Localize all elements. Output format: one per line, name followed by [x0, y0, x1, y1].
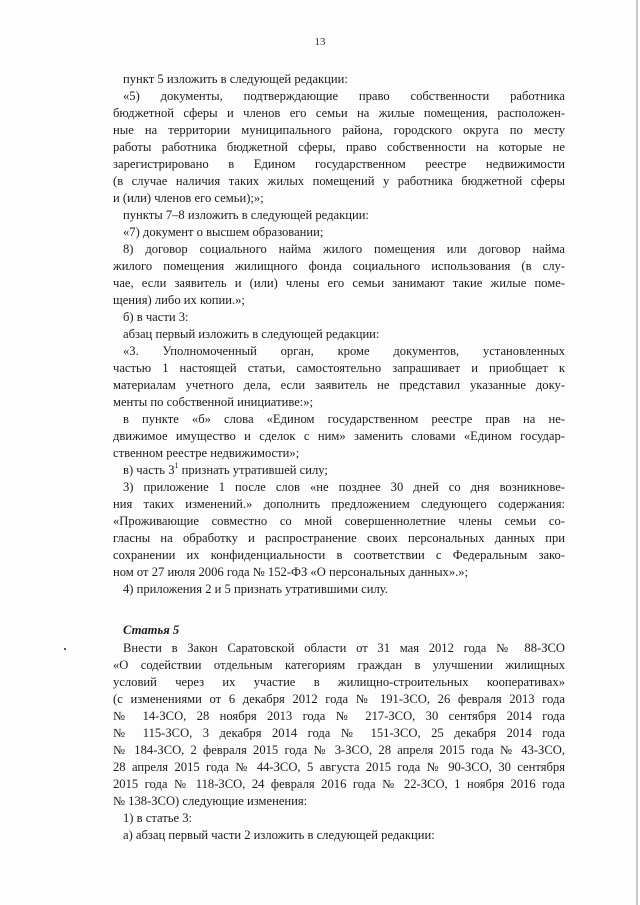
text-line: в пункте «б» слова «Едином государственном реестре прав на не- [123, 412, 565, 426]
text-line: жилого помещения жилищного фонда социального использования (в слу- [113, 259, 565, 273]
text-line: абзац первый изложить в следующей редакции: [123, 327, 380, 341]
text-line: 2015 года № 118-ЗСО, 24 февраля 2016 года № 22-ЗСО, 1 ноября 2016 года [113, 777, 565, 791]
text-line: условий через их участие в жилищно-строительных кооперативах» [113, 675, 565, 689]
text-line: частью 1 настоящей статьи, самостоятельно запрашивает и приобщает к [113, 361, 565, 375]
text-line: «Проживающие совместно со мной совершеннолетние члены семьи со- [113, 514, 565, 528]
text-line: ном от 27 июля 2006 года № 152-ФЗ «О персональных данных».»; [113, 565, 469, 579]
text-line: № 115-ЗСО, 3 декабря 2014 года № 151-ЗСО, 25 декабря 2014 года [113, 726, 565, 740]
text-line [123, 462, 575, 478]
text-line: 28 апреля 2015 года № 44-ЗСО, 5 августа 2015 года № 90-ЗСО, 30 сентября [113, 760, 565, 774]
text-line: «О содействии отдельным категориям граждан в улучшении жилищных [113, 658, 565, 672]
text-line: работы работника бюджетной сферы, право собственности на которые не [113, 140, 565, 154]
page-number: 13 [314, 36, 326, 48]
text-line: бюджетной сферы и членов его семьи на жилые помещения, расположен- [113, 106, 565, 120]
superscript: 1 [174, 462, 179, 470]
text-line: зарегистрировано в Едином государственном реестре недвижимости [113, 157, 565, 171]
text-line: щения) либо их копии.»; [113, 293, 245, 307]
scan-speck [64, 648, 66, 650]
text-line: ния таких изменений.» дополнить предложением следующего содержания: [113, 497, 565, 511]
text-line: чае, если заявитель и (или) члены его семьи занимают такие жилые поме- [113, 276, 565, 290]
text-line: «3. Уполномоченный орган, кроме документов, установленных [123, 344, 565, 358]
text-line: № 138-ЗСО) следующие изменения: [113, 794, 308, 808]
text-line: 3) приложение 1 после слов «не позднее 30 дней со дня возникнове- [123, 480, 565, 494]
text-line: движимое имущество и сделок с ним» заменить словами «Едином государ- [113, 429, 565, 443]
text-line: а) абзац первый части 2 изложить в следующей редакции: [123, 828, 435, 842]
text-line: № 184-ЗСО, 2 февраля 2015 года № 3-ЗСО, 28 апреля 2015 года № 43-ЗСО, [113, 743, 565, 757]
text-line: и (или) членов его семьи);»; [113, 191, 264, 205]
text-line: сохранении их конфиденциальности в соответствии с Федеральным зако- [113, 548, 565, 562]
text-line: б) в части 3: [123, 310, 189, 324]
text-line: ственном реестре недвижимости»; [113, 446, 300, 460]
text-line: гласны на обработку и распространение своих персональных данных при [113, 531, 565, 545]
text-line: № 14-ЗСО, 28 ноября 2013 года № 217-ЗСО, 30 сентября 2014 года [113, 709, 565, 723]
text-line: 8) договор социального найма жилого помещения или договор найма [123, 242, 565, 256]
text-line: «5) документы, подтверждающие право собственности работника [123, 89, 565, 103]
text-line: 4) приложения 2 и 5 признать утратившими силу. [123, 582, 388, 596]
page-edge [636, 0, 638, 905]
text-span: признать утратившей силу; [178, 463, 328, 477]
text-line: пункты 7–8 изложить в следующей редакции: [123, 208, 369, 222]
text-line: ные на территории муниципального района, городского округа по месту [113, 123, 565, 137]
text-line: менты по собственной инициативе:»; [113, 395, 314, 409]
text-span: в) часть 3 [123, 463, 175, 477]
article-heading: Статья 5 [123, 623, 180, 637]
text-line: пункт 5 изложить в следующей редакции: [123, 72, 348, 86]
text-line: «7) документ о высшем образовании; [123, 225, 324, 239]
text-line: 1) в статье 3: [123, 811, 193, 825]
text-line: материалам учетного дела, если заявитель не представил указанные доку- [113, 378, 565, 392]
text-line: (с изменениями от 6 декабря 2012 года № 191-ЗСО, 26 февраля 2013 года [113, 692, 565, 706]
text-line: Внести в Закон Саратовской области от 31 мая 2012 года № 88-ЗСО [123, 641, 565, 655]
text-line: (в случае наличия таких жилых помещений у работника бюджетной сферы [113, 174, 565, 188]
